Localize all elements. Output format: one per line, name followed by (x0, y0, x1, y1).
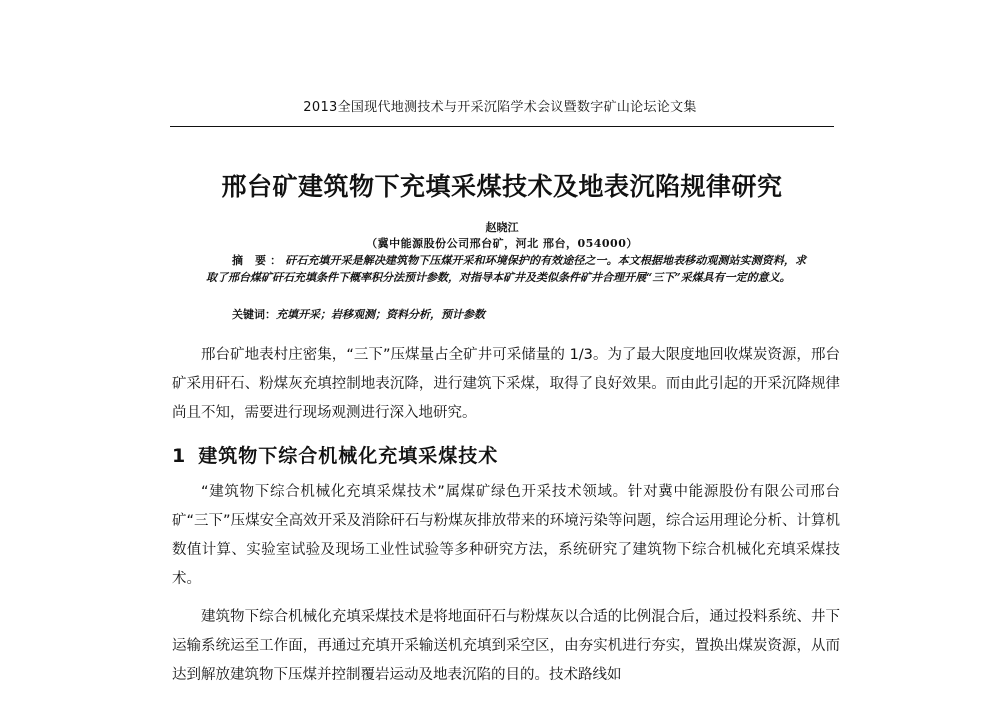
author-affiliation: （冀中能源股份公司邢台矿，河北 邢台，054000） (366, 237, 638, 250)
abstract (206, 252, 806, 286)
section-number: 1 (172, 445, 187, 467)
author-name: 赵晓江 (485, 221, 519, 234)
section-paragraph: 建筑物下综合机械化充填采煤技术是将地面矸石与粉煤灰以合适的比例混合后，通过投料系统、井下运输系统运至工作面，再通过充填开采输送机充填到采空区，由夯实机进行夯实，置换出煤炭资源，从而达到解放建筑物下压煤并控制覆岩运动及地表沉陷的目的。技术路线如 (172, 609, 840, 683)
running-header: 2013全国现代地测技术与开采沉陷学术会议暨数字矿山论坛论文集 (303, 100, 697, 115)
section-paragraph: “建筑物下综合机械化充填采煤技术”属煤矿绿色开采技术领域。针对冀中能源股份有限公司邢台矿“三下”压煤安全高效开采及消除矸石与粉煤灰排放带来的环境污染等问题，综合运用理论分析、计算机数值计算、实验室试验及现场工业性试验等多种研究方法，系统研究了建筑物下综合机械化充填采煤技术。 (172, 484, 840, 587)
abstract-label: 摘 要： (232, 254, 286, 267)
section-title: 建筑物下综合机械化充填采煤技术 (198, 445, 499, 467)
intro-paragraph: 邢台矿地表村庄密集，“三下”压煤量占全矿井可采储量的 1/3。为了最大限度地回收煤炭资源，邢台矿采用矸石、粉煤灰充填控制地表沉降，进行建筑下采煤，取得了良好效果。而由此引起的开采沉降规律尚且不知，需要进行现场观测进行深入地研究。 (172, 347, 840, 421)
paper-title: 邢台矿建筑物下充填采煤技术及地表沉陷规律研究 (221, 172, 783, 201)
section-heading (172, 441, 672, 468)
keywords-text: 充填开采；岩移观测；资料分析，预计参数 (276, 308, 485, 321)
abstract-text: 矸石充填开采是解决建筑物下压煤开采和环境保护的有效途径之一。本文根据地表移动观测站实测资料，求取了邢台煤矿矸石充填条件下概率积分法预计参数，对指导本矿井及类似条件矿井合理开展“三下”采煤具有一定的意义。 (206, 254, 806, 284)
header-divider (170, 126, 834, 127)
keywords-label: 关键词： (232, 308, 276, 321)
keywords (232, 306, 812, 322)
